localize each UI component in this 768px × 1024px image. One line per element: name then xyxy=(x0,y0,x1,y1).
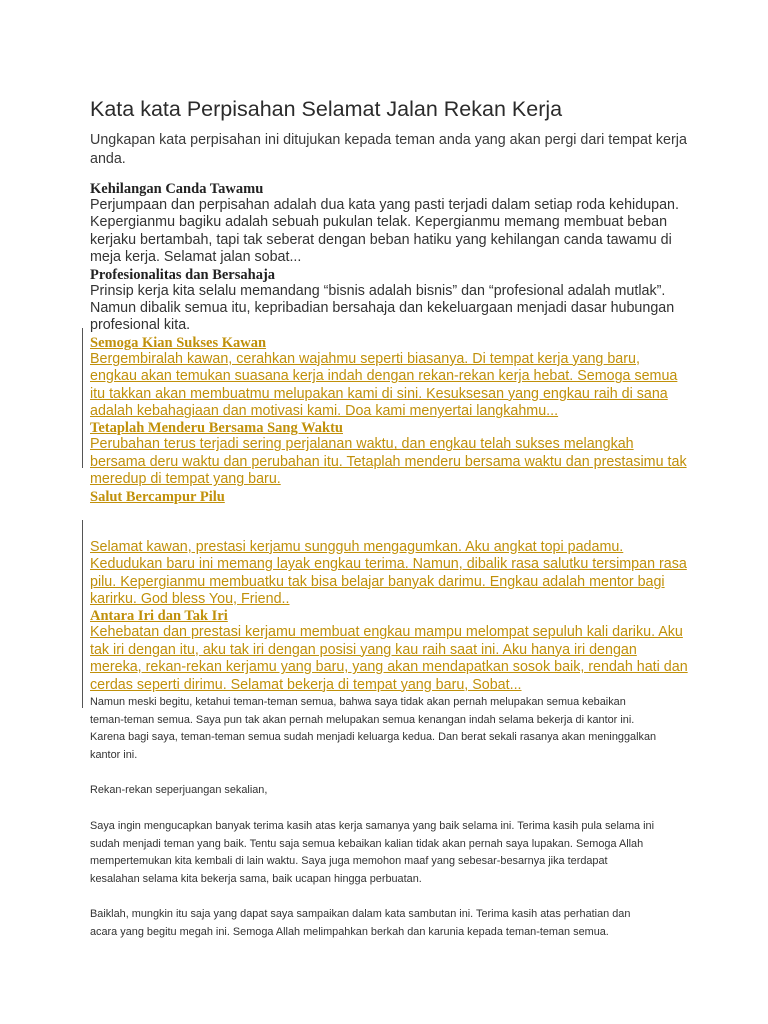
closing-line: sudah menjadi teman yang baik. Tentu saja semua kebaikan kalian tidak akan pernah saya lupakan. Semoga Allah xyxy=(90,837,644,850)
closing-line: Baiklah, mungkin itu saja yang dapat saya sampaikan dalam kata sambutan ini. Terima kasih atas perhatian dan xyxy=(90,908,631,921)
blank-gap xyxy=(90,505,690,539)
closing-paragraph-1 xyxy=(90,694,690,765)
closing-line: kesalahan selama kita bekerja sama, baik ucapan hingga perbuatan. xyxy=(90,872,422,885)
section-link-heading-semoga[interactable]: Semoga Kian Sukses Kawan xyxy=(90,334,267,351)
document-page xyxy=(90,96,690,942)
section-link-heading-tetaplah[interactable]: Tetaplah Menderu Bersama Sang Waktu xyxy=(90,420,343,437)
margin-bar-top xyxy=(82,328,83,468)
section-heading-profesionalitas: Profesionalitas dan Bersahaja xyxy=(90,266,276,283)
closing-line: mempertemukan kita kembali di lain waktu. Saya juga memohon maaf yang sebesar-besarnya jika terdapat xyxy=(90,855,608,868)
closing-line: Rekan-rekan seperjuangan sekalian, xyxy=(90,784,268,797)
closing-paragraph-2 xyxy=(90,782,690,800)
closing-line: teman-teman semua. Saya pun tak akan pernah melupakan semua kenangan indah selama bekerja di kantor ini. xyxy=(90,713,635,726)
section-link-text-salut[interactable]: Selamat kawan, prestasi kerjamu sungguh mengagumkan. Aku angkat topi padamu. Kedudukan baru ini memang layak engkau terima. Namun, dibalik rasa salutku tersimpan rasa pilu. Kepergianmu membuatku tak bisa belajar banyak darimu. Engkau adalah mentor bagi karirku. God bless You, Friend.. xyxy=(90,538,687,607)
page-title: Kata kata Perpisahan Selamat Jalan Rekan Kerja xyxy=(90,97,563,121)
section-text-profesionalitas: Prinsip kerja kita selalu memandang “bisnis adalah bisnis” dan “profesional adalah mutlak”. Namun dibalik semua itu, kepribadian bersahaja dan kekeluargaan menjadi dasar hubungan profesional kita. xyxy=(90,282,675,334)
section-link-heading-antara[interactable]: Antara Iri dan Tak Iri xyxy=(90,608,228,625)
closing-line: acara yang begitu megah ini. Semoga Allah melimpahkan berkah dan karunia kepada teman-teman semua. xyxy=(90,926,609,939)
closing-paragraph-3 xyxy=(90,818,690,889)
closing-line: Karena bagi saya, teman-teman semua sudah menjadi keluarga kedua. Dan berat sekali rasanya akan meninggalkan xyxy=(90,731,657,744)
section-link-text-tetaplah[interactable]: Perubahan terus terjadi sering perjalanan waktu, dan engkau telah sukses melangkah bersama deru waktu dan perubahan itu. Tetaplah menderu bersama waktu dan prestasimu tak meredup di tempat yang baru. xyxy=(90,436,687,488)
section-link-heading-salut[interactable]: Salut Bercampur Pilu xyxy=(90,488,225,505)
section-heading-kehilangan: Kehilangan Canda Tawamu xyxy=(90,181,264,197)
closing-line: Namun meski begitu, ketahui teman-teman semua, bahwa saya tidak akan pernah melupakan semua kebaikan xyxy=(90,695,626,708)
closing-paragraph-4 xyxy=(90,906,690,941)
closing-line: Saya ingin mengucapkan banyak terima kasih atas kerja samanya yang baik selama ini. Terima kasih pula selama ini xyxy=(90,819,654,832)
closing-line: kantor ini. xyxy=(90,749,138,762)
margin-bar-bottom xyxy=(82,520,83,708)
section-link-text-antara[interactable]: Kehebatan dan prestasi kerjamu membuat engkau mampu melompat sepuluh kali dariku. Aku tak iri dengan itu, aku tak iri dengan posisi yang kau raih saat ini. Aku hanya iri dengan mereka, rekan-rekan kerjamu yang baru, yang akan mendapatkan sosok baik, rendah hati dan cerdas seperti dirimu. Selamat bekerja di tempat yang baru, Sobat... xyxy=(90,624,688,693)
section-text-kehilangan: Perjumpaan dan perpisahan adalah dua kata yang pasti terjadi dalam setiap roda kehidupan. Kepergianmu bagiku adalah sebuah pukulan telak. Kepergianmu memang membuat beban kerjaku bertambah, tapi tak seberat dengan beban hatiku yang kehilangan canda tawamu di meja kerja. Selamat jalan sobat... xyxy=(90,197,679,266)
intro-paragraph: Ungkapan kata perpisahan ini ditujukan kepada teman anda yang akan pergi dari tempat kerja anda. xyxy=(90,132,687,167)
section-link-text-semoga[interactable]: Bergembiralah kawan, cerahkan wajahmu seperti biasanya. Di tempat kerja yang baru, engkau akan temukan suasana kerja indah dengan rekan-rekan kerja hebat. Semoga semua itu takkan akan membuatmu melupakan kami di sini. Kesuksesan yang engkau raih di sana adalah kebahagiaan dan motivasi kami. Doa kami menyertai langkahmu... xyxy=(90,350,678,420)
